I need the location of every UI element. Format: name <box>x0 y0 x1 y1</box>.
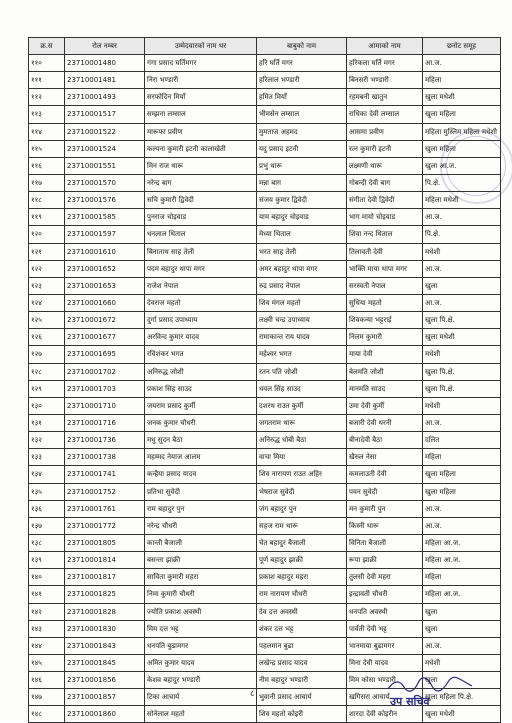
header-selection-group: छनोट समूह <box>423 38 501 55</box>
candidate-name-cell: पुनराज चोइवाड <box>145 209 257 226</box>
roll-number-cell: 23710001480 <box>65 55 145 72</box>
roll-number-cell: 23710001551 <box>65 157 145 174</box>
mother-name-cell: खैरुल नेसा <box>347 449 423 466</box>
table-row <box>29 260 501 277</box>
header-roll-number: रोल नम्बर <box>65 38 145 55</box>
roll-number-cell: 23710001493 <box>65 89 145 106</box>
mother-name-cell: पवन सुवेदी <box>347 483 423 500</box>
table-row <box>29 449 501 466</box>
roll-number-cell: 23710001481 <box>65 72 145 89</box>
father-name-cell: हरि घर्ति मगर <box>257 55 347 72</box>
mother-name-cell: बिनसरी भण्डारी <box>347 72 423 89</box>
candidate-name-cell: बिनाताथ साह तेली <box>145 243 257 260</box>
mother-name-cell: सरस्वती नेपाल <box>347 277 423 294</box>
table-row <box>29 603 501 620</box>
candidate-name-cell: राजेश नेपाल <box>145 277 257 294</box>
selection-group-cell: पि.क्षे. <box>423 226 501 243</box>
candidate-name-cell: सरफोदिन मियाँ <box>145 89 257 106</box>
candidate-name-cell: जयराम प्रसाद कुर्मी <box>145 397 257 414</box>
mother-name-cell: मन कुमारी पुन <box>347 500 423 517</box>
serial-number-cell: १२६ <box>29 329 65 346</box>
roll-number-cell: 23710001772 <box>65 517 145 534</box>
table-row <box>29 346 501 363</box>
selection-group-cell: खुला <box>423 620 501 637</box>
serial-number-cell: १२१ <box>29 243 65 260</box>
serial-number-cell: ११२ <box>29 89 65 106</box>
serial-number-cell: १२८ <box>29 363 65 380</box>
roll-number-cell: 23710001860 <box>65 706 145 723</box>
candidate-name-cell: मधु सुदन बैठा <box>145 432 257 449</box>
table-row <box>29 157 501 174</box>
serial-number-cell: १४१ <box>29 586 65 603</box>
candidate-name-cell: प्रकाश सिंह साउद <box>145 380 257 397</box>
father-name-cell: भरत साह तेली <box>257 243 347 260</box>
candidate-name-cell: निमा कुमारी चौधरी <box>145 586 257 603</box>
candidate-name-cell: राम बहादुर पुन <box>145 500 257 517</box>
selection-group-cell: मधेशी <box>423 654 501 671</box>
roll-number-cell: 23710001752 <box>65 483 145 500</box>
mother-name-cell: रहमबनी खातुन <box>347 89 423 106</box>
mother-name-cell: रत्न कुमारी इटनी <box>347 140 423 157</box>
table-row <box>29 192 501 209</box>
mother-name-cell: रूपा झाक्री <box>347 552 423 569</box>
candidate-name-cell: निरा भण्डारी <box>145 72 257 89</box>
father-name-cell: प्रभु थारू <box>257 157 347 174</box>
mother-name-cell: मिना देवी यादव <box>347 654 423 671</box>
serial-number-cell: १३४ <box>29 466 65 483</box>
father-name-cell: पूर्ण बहादुर झाक्री <box>257 552 347 569</box>
father-name-cell: अमर बहादुर थापा मगर <box>257 260 347 277</box>
candidate-name-cell: महम्मद नेयाज आलम <box>145 449 257 466</box>
serial-number-cell: १३१ <box>29 414 65 431</box>
candidate-name-cell: गंगा प्रसाद घर्तिमगर <box>145 55 257 72</box>
father-name-cell: प्रकाश बहादुर महरा <box>257 569 347 586</box>
roll-number-cell: 23710001857 <box>65 689 145 706</box>
roll-number-cell: 23710001597 <box>65 226 145 243</box>
selection-group-cell: महिला आ.ज. <box>423 586 501 603</box>
selection-group-cell: आ.ज. <box>423 294 501 311</box>
table-row <box>29 72 501 89</box>
father-name-cell: रतन पति जोशी <box>257 363 347 380</box>
roll-number-cell: 23710001825 <box>65 586 145 603</box>
table-row <box>29 106 501 123</box>
selection-group-cell: खुला <box>423 672 501 689</box>
candidate-name-cell: मिन राज थारू <box>145 157 257 174</box>
page-number: ८ <box>250 689 255 699</box>
selection-group-cell: आ.ज. <box>423 414 501 431</box>
header-father-name: बाबुको नाम <box>257 38 347 55</box>
roll-number-cell: 23710001672 <box>65 312 145 329</box>
table-row <box>29 363 501 380</box>
selection-group-cell: आ.ज. <box>423 55 501 72</box>
selection-group-cell: महिला मुस्लिम महिला मधेशी <box>423 123 501 140</box>
father-name-cell: भीमसेन लम्साल <box>257 106 347 123</box>
mother-name-cell: धनपति अवस्थी <box>347 603 423 620</box>
selection-group-cell: महिला <box>423 449 501 466</box>
candidate-name-cell: कल्पना कुमारी इटनी कालाखेती <box>145 140 257 157</box>
selection-group-cell: आ.ज. <box>423 209 501 226</box>
mother-name-cell: बीनादेवी बैठा <box>347 432 423 449</box>
roll-number-cell: 23710001843 <box>65 637 145 654</box>
candidate-name-cell: केशव बहादुर भण्डारी <box>145 672 257 689</box>
header-candidate-name: उम्मेदवारको नाम थर <box>145 38 257 55</box>
serial-number-cell: १३९ <box>29 552 65 569</box>
roll-number-cell: 23710001576 <box>65 192 145 209</box>
selection-group-cell: महिला आ.ज. <box>423 534 501 551</box>
table-row <box>29 226 501 243</box>
table-row <box>29 414 501 431</box>
roll-number-cell: 23710001814 <box>65 552 145 569</box>
serial-number-cell: १४४ <box>29 637 65 654</box>
serial-number-cell: १४२ <box>29 603 65 620</box>
father-name-cell: वाचा मिया <box>257 449 347 466</box>
candidate-name-cell: पदम बहादुर थापा मगर <box>145 260 257 277</box>
father-name-cell: शिव नारायण राउत अहिर <box>257 466 347 483</box>
mother-name-cell: विनिता बैजाली <box>347 534 423 551</box>
serial-number-cell: ११६ <box>29 157 65 174</box>
candidate-name-cell: सम्झना लम्साल <box>145 106 257 123</box>
roll-number-cell: 23710001741 <box>65 466 145 483</box>
selection-group-cell: खुला पि.क्षे. <box>423 380 501 397</box>
selection-group-cell: खुला महिला <box>423 106 501 123</box>
roll-number-cell: 23710001817 <box>65 569 145 586</box>
candidate-name-cell: रविशंकर भगत <box>145 346 257 363</box>
candidate-result-table <box>28 37 501 723</box>
selection-group-cell: आ.ज. <box>423 517 501 534</box>
father-name-cell: भेषराज सुवेदी <box>257 483 347 500</box>
serial-number-cell: ११७ <box>29 174 65 191</box>
father-name-cell: शिव महतो कोइरी <box>257 706 347 723</box>
serial-number-cell: १३७ <box>29 517 65 534</box>
candidate-name-cell: धनपति बुढामगर <box>145 637 257 654</box>
mother-name-cell: तुलसी देवी महरा <box>347 569 423 586</box>
roll-number-cell: 23710001856 <box>65 672 145 689</box>
serial-number-cell: १४८ <box>29 706 65 723</box>
father-name-cell: धवल सिंह साउद <box>257 380 347 397</box>
selection-group-cell: महिला <box>423 569 501 586</box>
mother-name-cell: भाक्ति माया थापा मगर <box>347 260 423 277</box>
candidate-name-cell: साविता कुमारी महरा <box>145 569 257 586</box>
table-row <box>29 654 501 671</box>
mother-name-cell: इन्द्रावती चौधरी <box>347 586 423 603</box>
table-row <box>29 637 501 654</box>
mother-name-cell: निलम कुमारी <box>347 329 423 346</box>
selection-group-cell: आ.ज. <box>423 637 501 654</box>
father-name-cell: देव दत्त अवस्थी <box>257 603 347 620</box>
selection-group-cell: महिला <box>423 72 501 89</box>
selection-group-cell: खुला <box>423 277 501 294</box>
mother-name-cell: कमलाउती देवी <box>347 466 423 483</box>
candidate-name-cell: ज्योति प्रकाश अवस्थी <box>145 603 257 620</box>
candidate-name-cell: अमित कुमार यादव <box>145 654 257 671</box>
candidate-name-cell: सोनेलाल महतो <box>145 706 257 723</box>
serial-number-cell: १२० <box>29 226 65 243</box>
candidate-name-cell: मिम दत्त भट्ट <box>145 620 257 637</box>
father-name-cell: राम नारायण चौधरी <box>257 586 347 603</box>
serial-number-cell: १४० <box>29 569 65 586</box>
mother-name-cell: सुधिया महतो <box>347 294 423 311</box>
father-name-cell: यदु प्रसाद इटनी <box>257 140 347 157</box>
table-row <box>29 569 501 586</box>
father-name-cell: रुद्र प्रसाद नेपाल <box>257 277 347 294</box>
serial-number-cell: १३५ <box>29 483 65 500</box>
mother-name-cell: बेलमति जोशी <box>347 363 423 380</box>
table-row <box>29 552 501 569</box>
selection-group-cell: खुला मधेशी <box>423 706 501 723</box>
table-row <box>29 329 501 346</box>
candidate-name-cell: अनिरुद्ध जोशी <box>145 363 257 380</box>
header-serial: क्र.स <box>29 38 65 55</box>
roll-number-cell: 23710001716 <box>65 414 145 431</box>
father-name-cell: हमित मियाँ <box>257 89 347 106</box>
serial-number-cell: १२५ <box>29 312 65 329</box>
table-row <box>29 312 501 329</box>
roll-number-cell: 23710001522 <box>65 123 145 140</box>
roll-number-cell: 23710001845 <box>65 654 145 671</box>
table-row <box>29 140 501 157</box>
mother-name-cell: शिवा नन्द थिताल <box>347 226 423 243</box>
father-name-cell: शिव मंगल महतो <box>257 294 347 311</box>
serial-number-cell: १२२ <box>29 260 65 277</box>
selection-group-cell: महिला मधेशी <box>423 192 501 209</box>
serial-number-cell: १४६ <box>29 672 65 689</box>
table-row <box>29 706 501 723</box>
roll-number-cell: 23710001702 <box>65 363 145 380</box>
table-row <box>29 534 501 551</box>
selection-group-cell: खुला पि.क्षे. <box>423 312 501 329</box>
candidate-name-cell: दुर्गा प्रसाद उपाध्याय <box>145 312 257 329</box>
candidate-name-cell: कान्ती बैजाली <box>145 534 257 551</box>
father-name-cell: दशरथ राउत कुर्मी <box>257 397 347 414</box>
father-name-cell: अनिरुद्ध धोबी बैठा <box>257 432 347 449</box>
selection-group-cell: आ.ज. <box>423 500 501 517</box>
selection-group-cell: मधेशी <box>423 397 501 414</box>
roll-number-cell: 23710001677 <box>65 329 145 346</box>
serial-number-cell: ११८ <box>29 192 65 209</box>
table-row <box>29 277 501 294</box>
father-name-cell: नीम बहादुर भण्डारी <box>257 672 347 689</box>
selection-group-cell: खुला पि.क्षे. <box>423 363 501 380</box>
serial-number-cell: १४३ <box>29 620 65 637</box>
table-row <box>29 517 501 534</box>
serial-number-cell: १४७ <box>29 689 65 706</box>
mother-name-cell: लक्ष्मणी थारू <box>347 157 423 174</box>
father-name-cell: याम बहादुर चोइवाड <box>257 209 347 226</box>
serial-number-cell: १३२ <box>29 432 65 449</box>
serial-number-cell: १४५ <box>29 654 65 671</box>
mother-name-cell: किस्नी थारू <box>347 517 423 534</box>
roll-number-cell: 23710001585 <box>65 209 145 226</box>
selection-group-cell: खुला महिला <box>423 140 501 157</box>
serial-number-cell: ११० <box>29 55 65 72</box>
mother-name-cell: शिवकन्या भट्टराई <box>347 312 423 329</box>
father-name-cell: जगतराम थारू <box>257 414 347 431</box>
mother-name-cell: राधिका देवी लम्साल <box>347 106 423 123</box>
mother-name-cell: तिलावती देवी <box>347 243 423 260</box>
serial-number-cell: ११४ <box>29 123 65 140</box>
candidate-name-cell: देवराज महतो <box>145 294 257 311</box>
father-name-cell: हरिलाल भण्डारी <box>257 72 347 89</box>
serial-number-cell: ११५ <box>29 140 65 157</box>
candidate-name-cell: नरेन्द्र बाग <box>145 174 257 191</box>
father-name-cell: मन्ना बाग <box>257 174 347 191</box>
candidate-name-cell: जनक कुमार चौधरी <box>145 414 257 431</box>
selection-group-cell: पि.क्षे. <box>423 174 501 191</box>
father-name-cell: मेध्या थिताल <box>257 226 347 243</box>
serial-number-cell: १३८ <box>29 534 65 551</box>
mother-name-cell: खगिसरा आचार्य <box>347 689 423 706</box>
mother-name-cell: पार्वती देवी भट्ट <box>347 620 423 637</box>
serial-number-cell: १३३ <box>29 449 65 466</box>
candidate-name-cell: अरविन्द कुमार यादव <box>145 329 257 346</box>
mother-name-cell: बजारी देवी थरनी <box>347 414 423 431</box>
table-header-row <box>29 38 501 55</box>
serial-number-cell: १२३ <box>29 277 65 294</box>
table-row <box>29 123 501 140</box>
table-row <box>29 89 501 106</box>
selection-group-cell: मधेशी <box>423 346 501 363</box>
roll-number-cell: 23710001610 <box>65 243 145 260</box>
signatory-title: उप सचिव <box>390 695 430 708</box>
father-name-cell: लक्ष्मी चन्द्र उपाध्याय <box>257 312 347 329</box>
selection-group-cell: आ.ज. <box>423 260 501 277</box>
selection-group-cell: खुला आ.ज. <box>423 157 501 174</box>
candidate-name-cell: टिका आचार्य <box>145 689 257 706</box>
roll-number-cell: 23710001710 <box>65 397 145 414</box>
table-row <box>29 397 501 414</box>
roll-number-cell: 23710001703 <box>65 380 145 397</box>
serial-number-cell: १२७ <box>29 346 65 363</box>
serial-number-cell: १३६ <box>29 500 65 517</box>
father-name-cell: लखेन्द्र प्रसाद यादव <box>257 654 347 671</box>
father-name-cell: भुवानी प्रसाद आचार्य <box>257 689 347 706</box>
selection-group-cell: मधेशी <box>423 243 501 260</box>
candidate-name-cell: बसन्ता झाक्री <box>145 552 257 569</box>
father-name-cell: संजय कुमार द्विवेदी <box>257 192 347 209</box>
candidate-name-cell: प्रतिभा सुवेदी <box>145 483 257 500</box>
mother-name-cell: उमा देवी कुर्मी <box>347 397 423 414</box>
table-row <box>29 243 501 260</box>
candidate-name-cell: नरेन्द्र चौधरी <box>145 517 257 534</box>
selection-group-cell: खुला महिला <box>423 483 501 500</box>
candidate-name-cell: धनलाल थिताल <box>145 226 257 243</box>
table-body <box>29 55 501 723</box>
roll-number-cell: 23710001830 <box>65 620 145 637</box>
roll-number-cell: 23710001660 <box>65 294 145 311</box>
mother-name-cell: भानमाया बुढामगर <box>347 637 423 654</box>
table-row <box>29 586 501 603</box>
serial-number-cell: १२९ <box>29 380 65 397</box>
mother-name-cell: मिम कोसा भण्डारी <box>347 672 423 689</box>
table-row <box>29 500 501 517</box>
mother-name-cell: गोबन्दी देवी बाग <box>347 174 423 191</box>
selection-group-cell: खुला मधेशी <box>423 329 501 346</box>
father-name-cell: शंकर दत्त भट्ट <box>257 620 347 637</box>
selection-group-cell: खुला महिला <box>423 466 501 483</box>
table-row <box>29 174 501 191</box>
roll-number-cell: 23710001761 <box>65 500 145 517</box>
roll-number-cell: 23710001736 <box>65 432 145 449</box>
selection-group-cell: खुला महिला पि.क्षे. <box>423 689 501 706</box>
roll-number-cell: 23710001517 <box>65 106 145 123</box>
mother-name-cell: शारदा देवी कोइरीन <box>347 706 423 723</box>
selection-group-cell: दलित <box>423 432 501 449</box>
table-row <box>29 432 501 449</box>
signature <box>380 674 480 696</box>
selection-group-cell: खुला मधेशी <box>423 89 501 106</box>
mother-name-cell: हरिकला घर्ति मगर <box>347 55 423 72</box>
roll-number-cell: 23710001524 <box>65 140 145 157</box>
table-row <box>29 380 501 397</box>
header-mother-name: आमाको नाम <box>347 38 423 55</box>
selection-group-cell: महिला आ.ज. <box>423 552 501 569</box>
father-name-cell: महेश्वर भगत <box>257 346 347 363</box>
serial-number-cell: ११९ <box>29 209 65 226</box>
roll-number-cell: 23710001695 <box>65 346 145 363</box>
serial-number-cell: १३० <box>29 397 65 414</box>
table-row <box>29 294 501 311</box>
roll-number-cell: 23710001738 <box>65 449 145 466</box>
roll-number-cell: 23710001653 <box>65 277 145 294</box>
serial-number-cell: १११ <box>29 72 65 89</box>
roll-number-cell: 23710001652 <box>65 260 145 277</box>
table-row <box>29 209 501 226</box>
table-row <box>29 466 501 483</box>
candidate-name-cell: सचि कुमारी द्विवेदी <box>145 192 257 209</box>
father-name-cell: सहज राम थारू <box>257 517 347 534</box>
mother-name-cell: संगीता देवी द्विवेदी <box>347 192 423 209</box>
roll-number-cell: 23710001828 <box>65 603 145 620</box>
father-name-cell: पहलमान बुढा <box>257 637 347 654</box>
serial-number-cell: ११३ <box>29 106 65 123</box>
table-row <box>29 620 501 637</box>
father-name-cell: रामाकान्त राय यादव <box>257 329 347 346</box>
selection-group-cell: खुला <box>423 603 501 620</box>
mother-name-cell: भाग मायो चोइवाड <box>347 209 423 226</box>
roll-number-cell: 23710001570 <box>65 174 145 191</box>
father-name-cell: मुमताज अहमद <box>257 123 347 140</box>
serial-number-cell: १२४ <box>29 294 65 311</box>
candidate-name-cell: मारूफा प्रवीण <box>145 123 257 140</box>
father-name-cell: चेत बहादुर बैजाली <box>257 534 347 551</box>
mother-name-cell: मानमति साउद <box>347 380 423 397</box>
roll-number-cell: 23710001805 <box>65 534 145 551</box>
candidate-name-cell: कन्हैया प्रसाद यादव <box>145 466 257 483</box>
father-name-cell: जंग बहादुर पुन <box>257 500 347 517</box>
table-row <box>29 55 501 72</box>
mother-name-cell: आसमा प्रवीण <box>347 123 423 140</box>
table-row <box>29 483 501 500</box>
mother-name-cell: माया देवी <box>347 346 423 363</box>
